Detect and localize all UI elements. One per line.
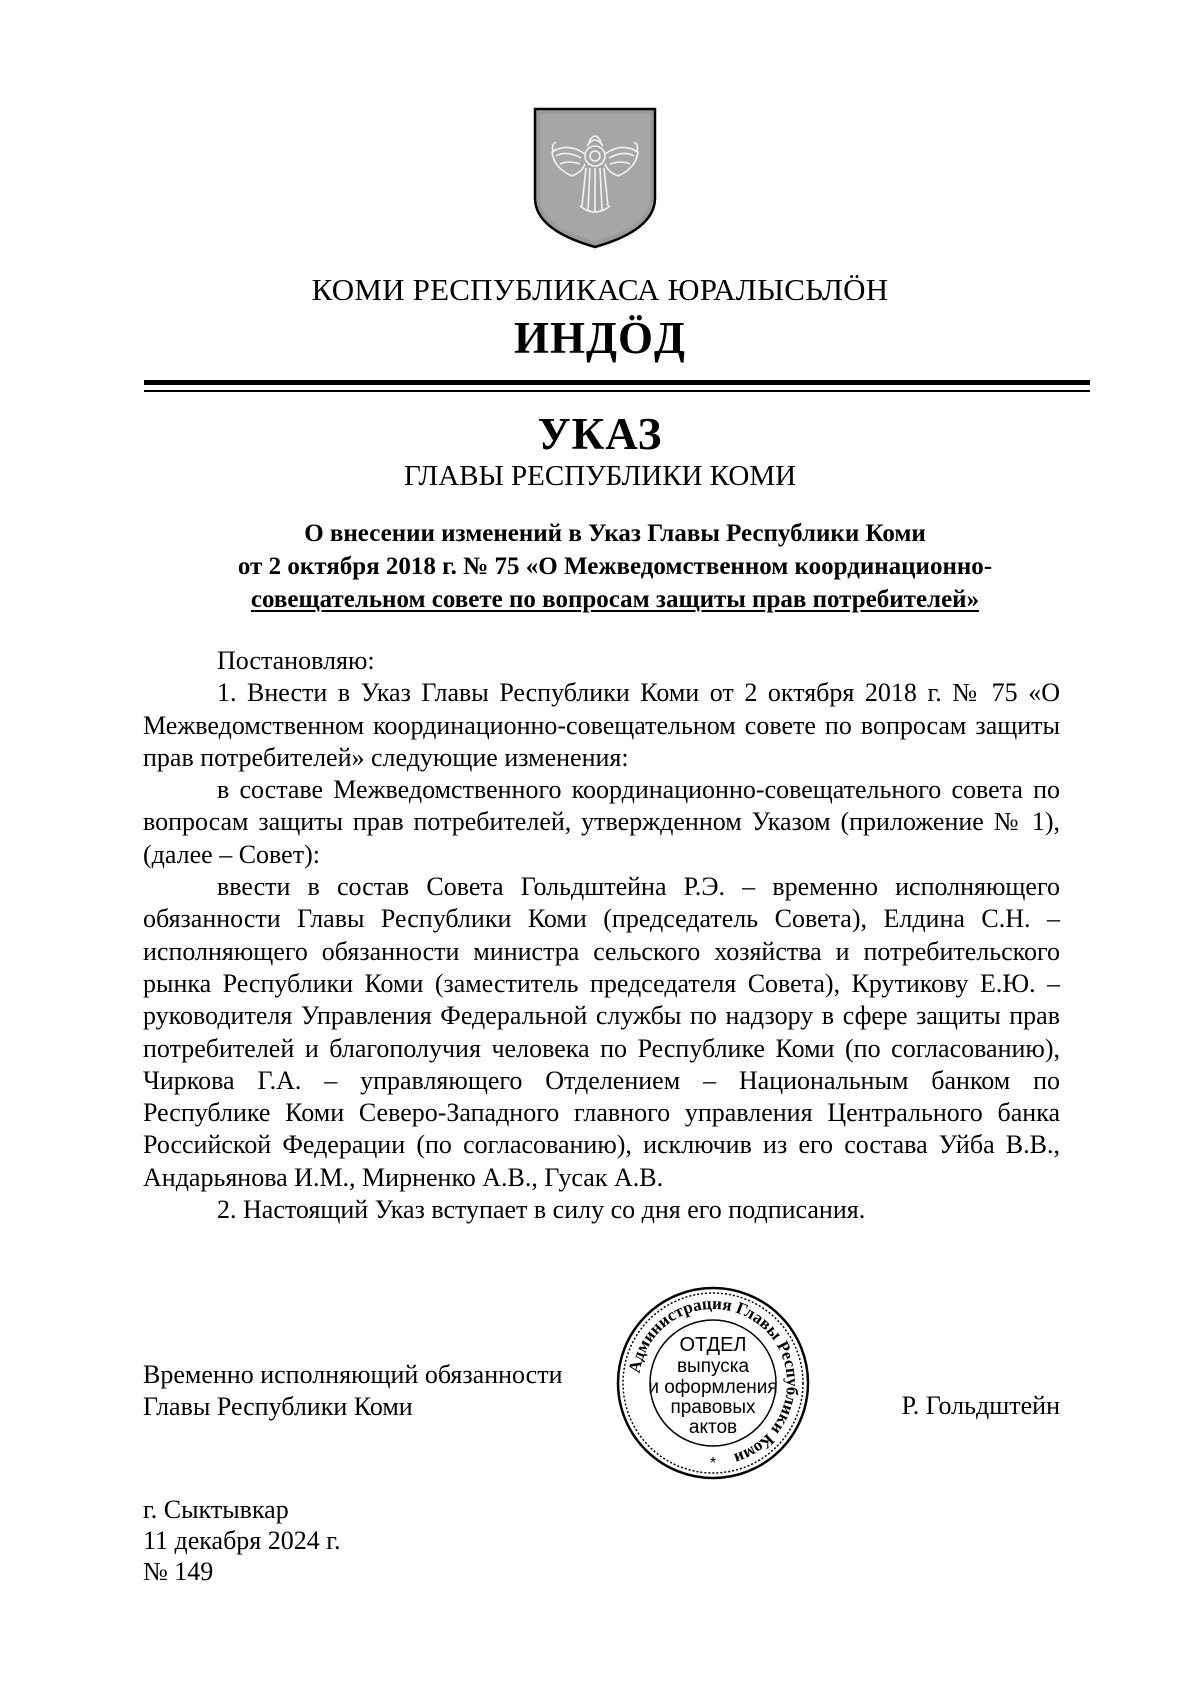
body-paragraph: в составе Межведомственного координационно-совещательного совета по вопросам защиты прав потребителей, утвержденном Указом (приложение № 1), (далее – Совет): [143, 775, 1060, 869]
signatory-name: Р. Гольдштейн [901, 1391, 1060, 1420]
stamp-line: выпуска [676, 1356, 750, 1377]
signatory-position-line: Главы Республики Коми [143, 1392, 413, 1421]
title-line: О внесении изменений в Указ Главы Республики Коми [304, 520, 926, 547]
body-paragraph: Постановляю: [217, 646, 375, 675]
title-line-underlined: совещательном совете по вопросам защиты прав потребителей» [250, 586, 980, 613]
org-name-komi: КОМИ РЕСПУБЛИКАСА ЮРАЛЫСЬЛÖН [311, 272, 889, 307]
doc-type: УКАЗ [537, 409, 663, 459]
signatory-position-line: Временно исполняющий обязанности [143, 1360, 563, 1389]
official-stamp [615, 1285, 811, 1481]
doc-issuer: ГЛАВЫ РЕСПУБЛИКИ КОМИ [403, 460, 797, 492]
stamp-ring-text: Администрация Главы Республики Коми [624, 1293, 803, 1469]
body-paragraph: 2. Настоящий Указ вступает в силу со дня его подписания. [217, 1195, 866, 1225]
body-paragraph: 1. Внести в Указ Главы Республики Коми от 2 октября 2018 г. № 75 «О Межведомственном координационно-совещательном совете по вопросам защиты прав потребителей» следующие изменения: [143, 678, 1060, 772]
signatory-position [143, 1359, 563, 1423]
coat-of-arms-icon [532, 106, 658, 250]
document-body [143, 645, 1060, 1226]
header-divider-thin [144, 390, 1090, 392]
footer-number: № 149 [143, 1557, 214, 1586]
stamp-star: * [709, 1455, 717, 1472]
stamp-line: актов [688, 1417, 738, 1438]
title-line: от 2 октября 2018 г. № 75 «О Межведомственном координационно- [237, 553, 993, 580]
stamp-line: правовых [670, 1397, 756, 1418]
title-line [140, 583, 1090, 616]
stamp-line: и оформления [648, 1377, 778, 1398]
document-title [140, 517, 1090, 616]
stamp-line: ОТДЕЛ [679, 1334, 747, 1356]
footer-city: г. Сыктывкар [143, 1495, 289, 1524]
header-divider-thick [144, 380, 1090, 385]
doc-type-komi: ИНДÖД [514, 313, 686, 363]
body-paragraph: ввести в состав Совета Гольдштейна Р.Э. – временно исполняющего обязанности Главы Республики Коми (председатель Совета), Елдина С.Н. – исполняющего обязанности министра сельского хозяйства и потребительского рынка Республики Коми (заместитель председателя Совета), Крутикову Е.Ю. – руководителя Управления Федеральной службы по надзору в сфере защиты прав потребителей и благополучия человека по Республике Коми (по согласованию), Чиркова Г.А. – управляющего Отделением – Национальным банком по Республике Коми Северо-Западного главного управления Центрального банка Российской Федерации (по согласованию), исключив из его состава Уйба В.В., Андарьянова И.М., Мирненко А.В., Гусак А.В. [143, 872, 1060, 1192]
document-footer [143, 1494, 341, 1587]
footer-date: 11 декабря 2024 г. [143, 1526, 341, 1555]
